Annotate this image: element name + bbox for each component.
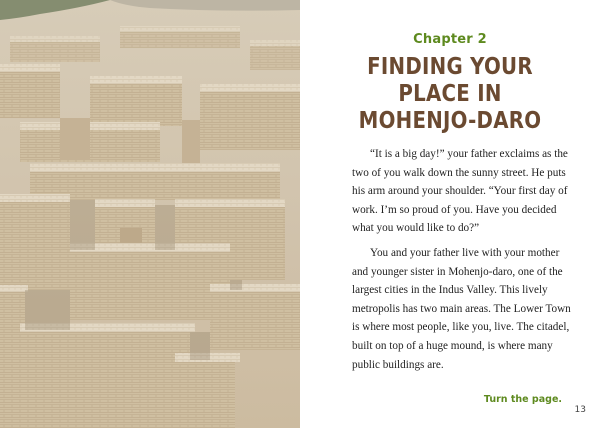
chapter-title [321,54,579,135]
chapter-title-line: FINDING YOUR [367,54,533,80]
paragraph: You and your father live with your mother and younger sister in Mohenjo-daro, one of the largest cities in the Indus Valley. This lively metropolis has two main areas. The Lower Town is where most people, like you, live. The citadel, built on top of a huge mound, is where many public buildings are. [352,246,571,371]
chapter-title-line: MOHENJO-DARO [358,108,542,134]
page-number: 13 [574,405,586,415]
text-page [300,0,600,428]
chapter-title-line: PLACE IN [398,81,502,107]
chapter-label: Chapter 2 [413,32,487,47]
paragraph: “It is a big day!” your father exclaims as the two of you walk down the sunny street. He puts his arm around your shoulder. “Your first day of work. I’m so proud of you. Have you decided what you would like to do?” [352,148,568,235]
turn-page-prompt: Turn the page. [483,394,562,405]
body-text [352,145,574,380]
